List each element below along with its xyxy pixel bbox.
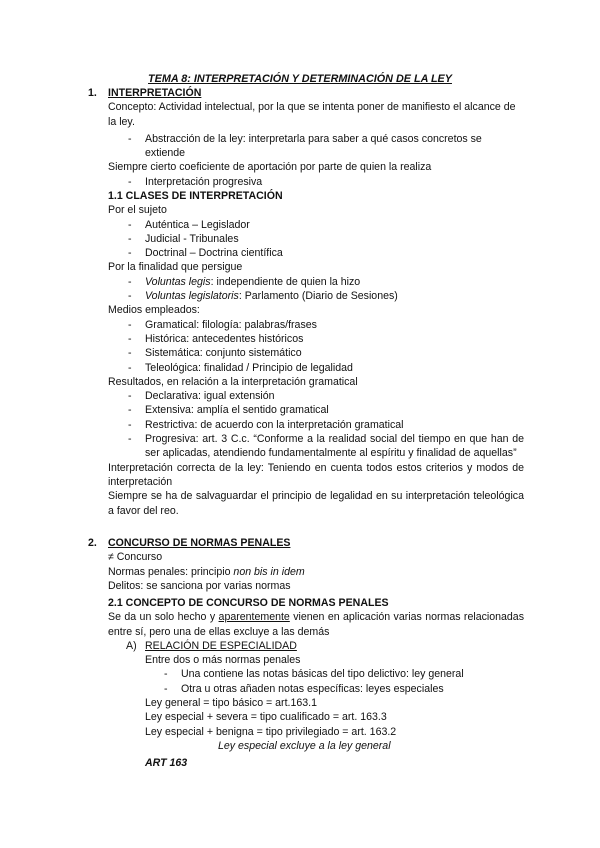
subheading-text: RELACIÓN DE ESPECIALIDAD: [145, 639, 297, 652]
list-item: - Otra u otras añaden notas específicas: leyes especiales: [0, 682, 600, 696]
paragraph-legalidad: Siempre se ha de salvaguardar el principio de legalidad en su interpretación teleológica a favor del reo.: [108, 490, 524, 517]
section-interpretacion: [0, 86, 600, 189]
paragraph-medios: Medios empleados:: [108, 304, 200, 317]
underlined-term: aparentemente: [218, 611, 290, 624]
section-concepto-concurso: [0, 596, 600, 771]
section-number: 2.: [88, 537, 97, 549]
paragraph-text: Se da un solo hecho y: [108, 611, 219, 624]
subsection-heading: 2.1 CONCEPTO DE CONCURSO DE NORMAS PENALES: [108, 597, 389, 609]
paragraph-concepto: Concepto: Actividad intelectual, por la que se intenta poner de manifiesto el alcance de la ley.: [108, 101, 516, 128]
section-clases: [0, 189, 600, 518]
list-item: [0, 289, 600, 303]
paragraph-siempre: Siempre cierto coeficiente de aportación por parte de quien la realiza: [108, 161, 432, 174]
paragraph-finalidad: Por la finalidad que persigue: [108, 261, 243, 274]
list-item-text: : independiente de quien la hizo: [210, 275, 361, 288]
list-item-text: : Parlamento (Diario de Sesiones): [238, 290, 398, 303]
list-item: - Gramatical: filología: palabras/frases: [0, 318, 600, 332]
paragraph-correcta: Interpretación correcta de la ley: Teniendo en cuenta todos estos criterios y modos de interpretación: [108, 461, 524, 488]
list-item: - Interpretación progresiva: [0, 175, 600, 189]
list-item: - Abstracción de la ley: interpretarla para saber a qué casos concretos se extiende: [0, 132, 600, 161]
paragraph-text: Normas penales: principio: [108, 565, 234, 578]
list-item: - Judicial - Tribunales: [0, 232, 600, 246]
paragraph-sujeto: Por el sujeto: [108, 204, 167, 217]
conclusion-line: Ley especial excluye a la ley general: [218, 739, 391, 752]
equation-line: Ley especial + benigna = tipo privilegiado = art. 163.2: [145, 725, 397, 738]
paragraph-text: vienen en aplicación varias normas relacionadas entre sí, pero una de ellas excluye a las demás: [108, 611, 524, 638]
document-title: TEMA 8: INTERPRETACIÓN Y DETERMINACIÓN DE LA LEY: [148, 73, 452, 85]
list-item: - Auténtica – Legislador: [0, 218, 600, 232]
paragraph-normas: [0, 565, 600, 579]
section-concurso: [0, 536, 600, 593]
list-item: - Una contiene las notas básicas del tipo delictivo: ley general: [0, 667, 600, 681]
equation-line: Ley especial + severa = tipo cualificado = art. 163.3: [145, 711, 387, 724]
list-item: - Restrictiva: de acuerdo con la interpretación gramatical: [0, 418, 600, 432]
list-item: - Teleológica: finalidad / Principio de legalidad: [0, 361, 600, 375]
subheading-letter: A): [126, 639, 137, 652]
paragraph-entre: Entre dos o más normas penales: [145, 654, 301, 667]
paragraph-delitos: Delitos: se sanciona por varias normas: [108, 579, 291, 592]
list-item: - Sistemática: conjunto sistemático: [0, 346, 600, 360]
list-item: - Progresiva: art. 3 C.c. “Conforme a la realidad social del tiempo en que han de ser aplicadas, atendiendo fundamentalmente al espíritu y finalidad de aquellas”: [0, 432, 600, 461]
section-heading: [0, 536, 600, 550]
list-item: - Declarativa: igual extensión: [0, 389, 600, 403]
paragraph-resultados: Resultados, en relación a la interpretación gramatical: [108, 375, 358, 388]
section-heading: [0, 86, 600, 100]
paragraph-neq: ≠ Concurso: [108, 551, 163, 564]
list-item: - Extensiva: amplía el sentido gramatical: [0, 403, 600, 417]
latin-term: Voluntas legislatoris: [145, 290, 239, 303]
list-item: - Histórica: antecedentes históricos: [0, 332, 600, 346]
section-heading-text: INTERPRETACIÓN: [108, 87, 202, 99]
section-heading-text: CONCURSO DE NORMAS PENALES: [108, 537, 291, 549]
article-heading: ART 163: [145, 757, 188, 770]
list-item: [0, 275, 600, 289]
paragraph-concepto-concurso: [0, 610, 600, 639]
list-item: - Doctrinal – Doctrina científica: [0, 246, 600, 260]
latin-term: non bis in idem: [233, 565, 305, 578]
subheading-especialidad: [0, 639, 600, 653]
section-number: 1.: [88, 87, 97, 99]
equation-line: Ley general = tipo básico = art.163.1: [145, 697, 317, 710]
latin-term: Voluntas legis: [145, 275, 211, 288]
subsection-heading: 1.1 CLASES DE INTERPRETACIÓN: [108, 190, 283, 202]
